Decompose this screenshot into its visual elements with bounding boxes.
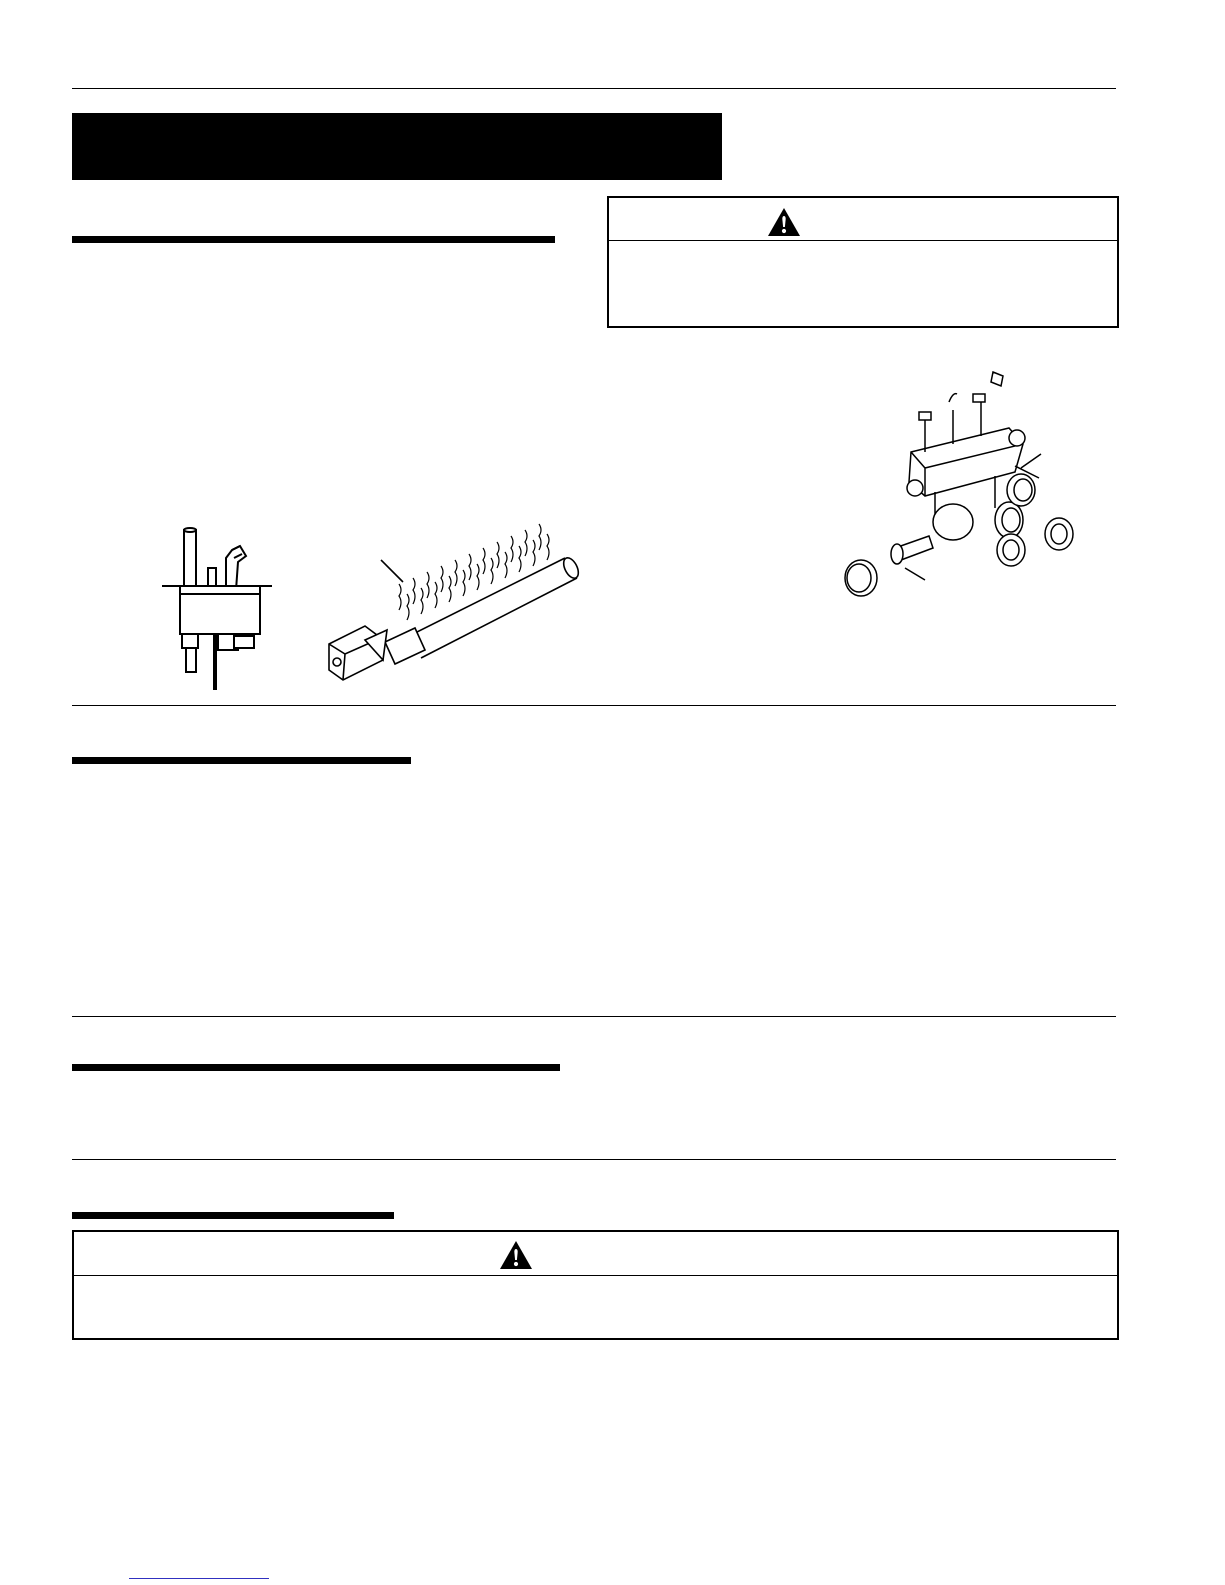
warning-box-header [609,198,1117,241]
warning-triangle-icon [499,1240,533,1270]
section-divider [72,1016,1116,1017]
link-underline[interactable] [129,1578,269,1579]
title-banner [72,113,722,180]
section-heading-bar [72,236,555,243]
section-divider [72,1159,1116,1160]
top-rule [72,88,1116,89]
warning-triangle-icon [767,207,801,237]
section-heading-bar [72,1064,560,1071]
pilot-assembly-icon [160,528,280,698]
gas-valve-manifold-icon [845,372,1085,612]
warning-box [607,196,1119,328]
section-divider [72,705,1116,706]
warning-box-header [74,1232,1117,1276]
section-heading-bar [72,1212,394,1219]
burner-tube-icon [325,530,585,685]
section-heading-bar [72,757,411,764]
warning-box [72,1230,1119,1340]
